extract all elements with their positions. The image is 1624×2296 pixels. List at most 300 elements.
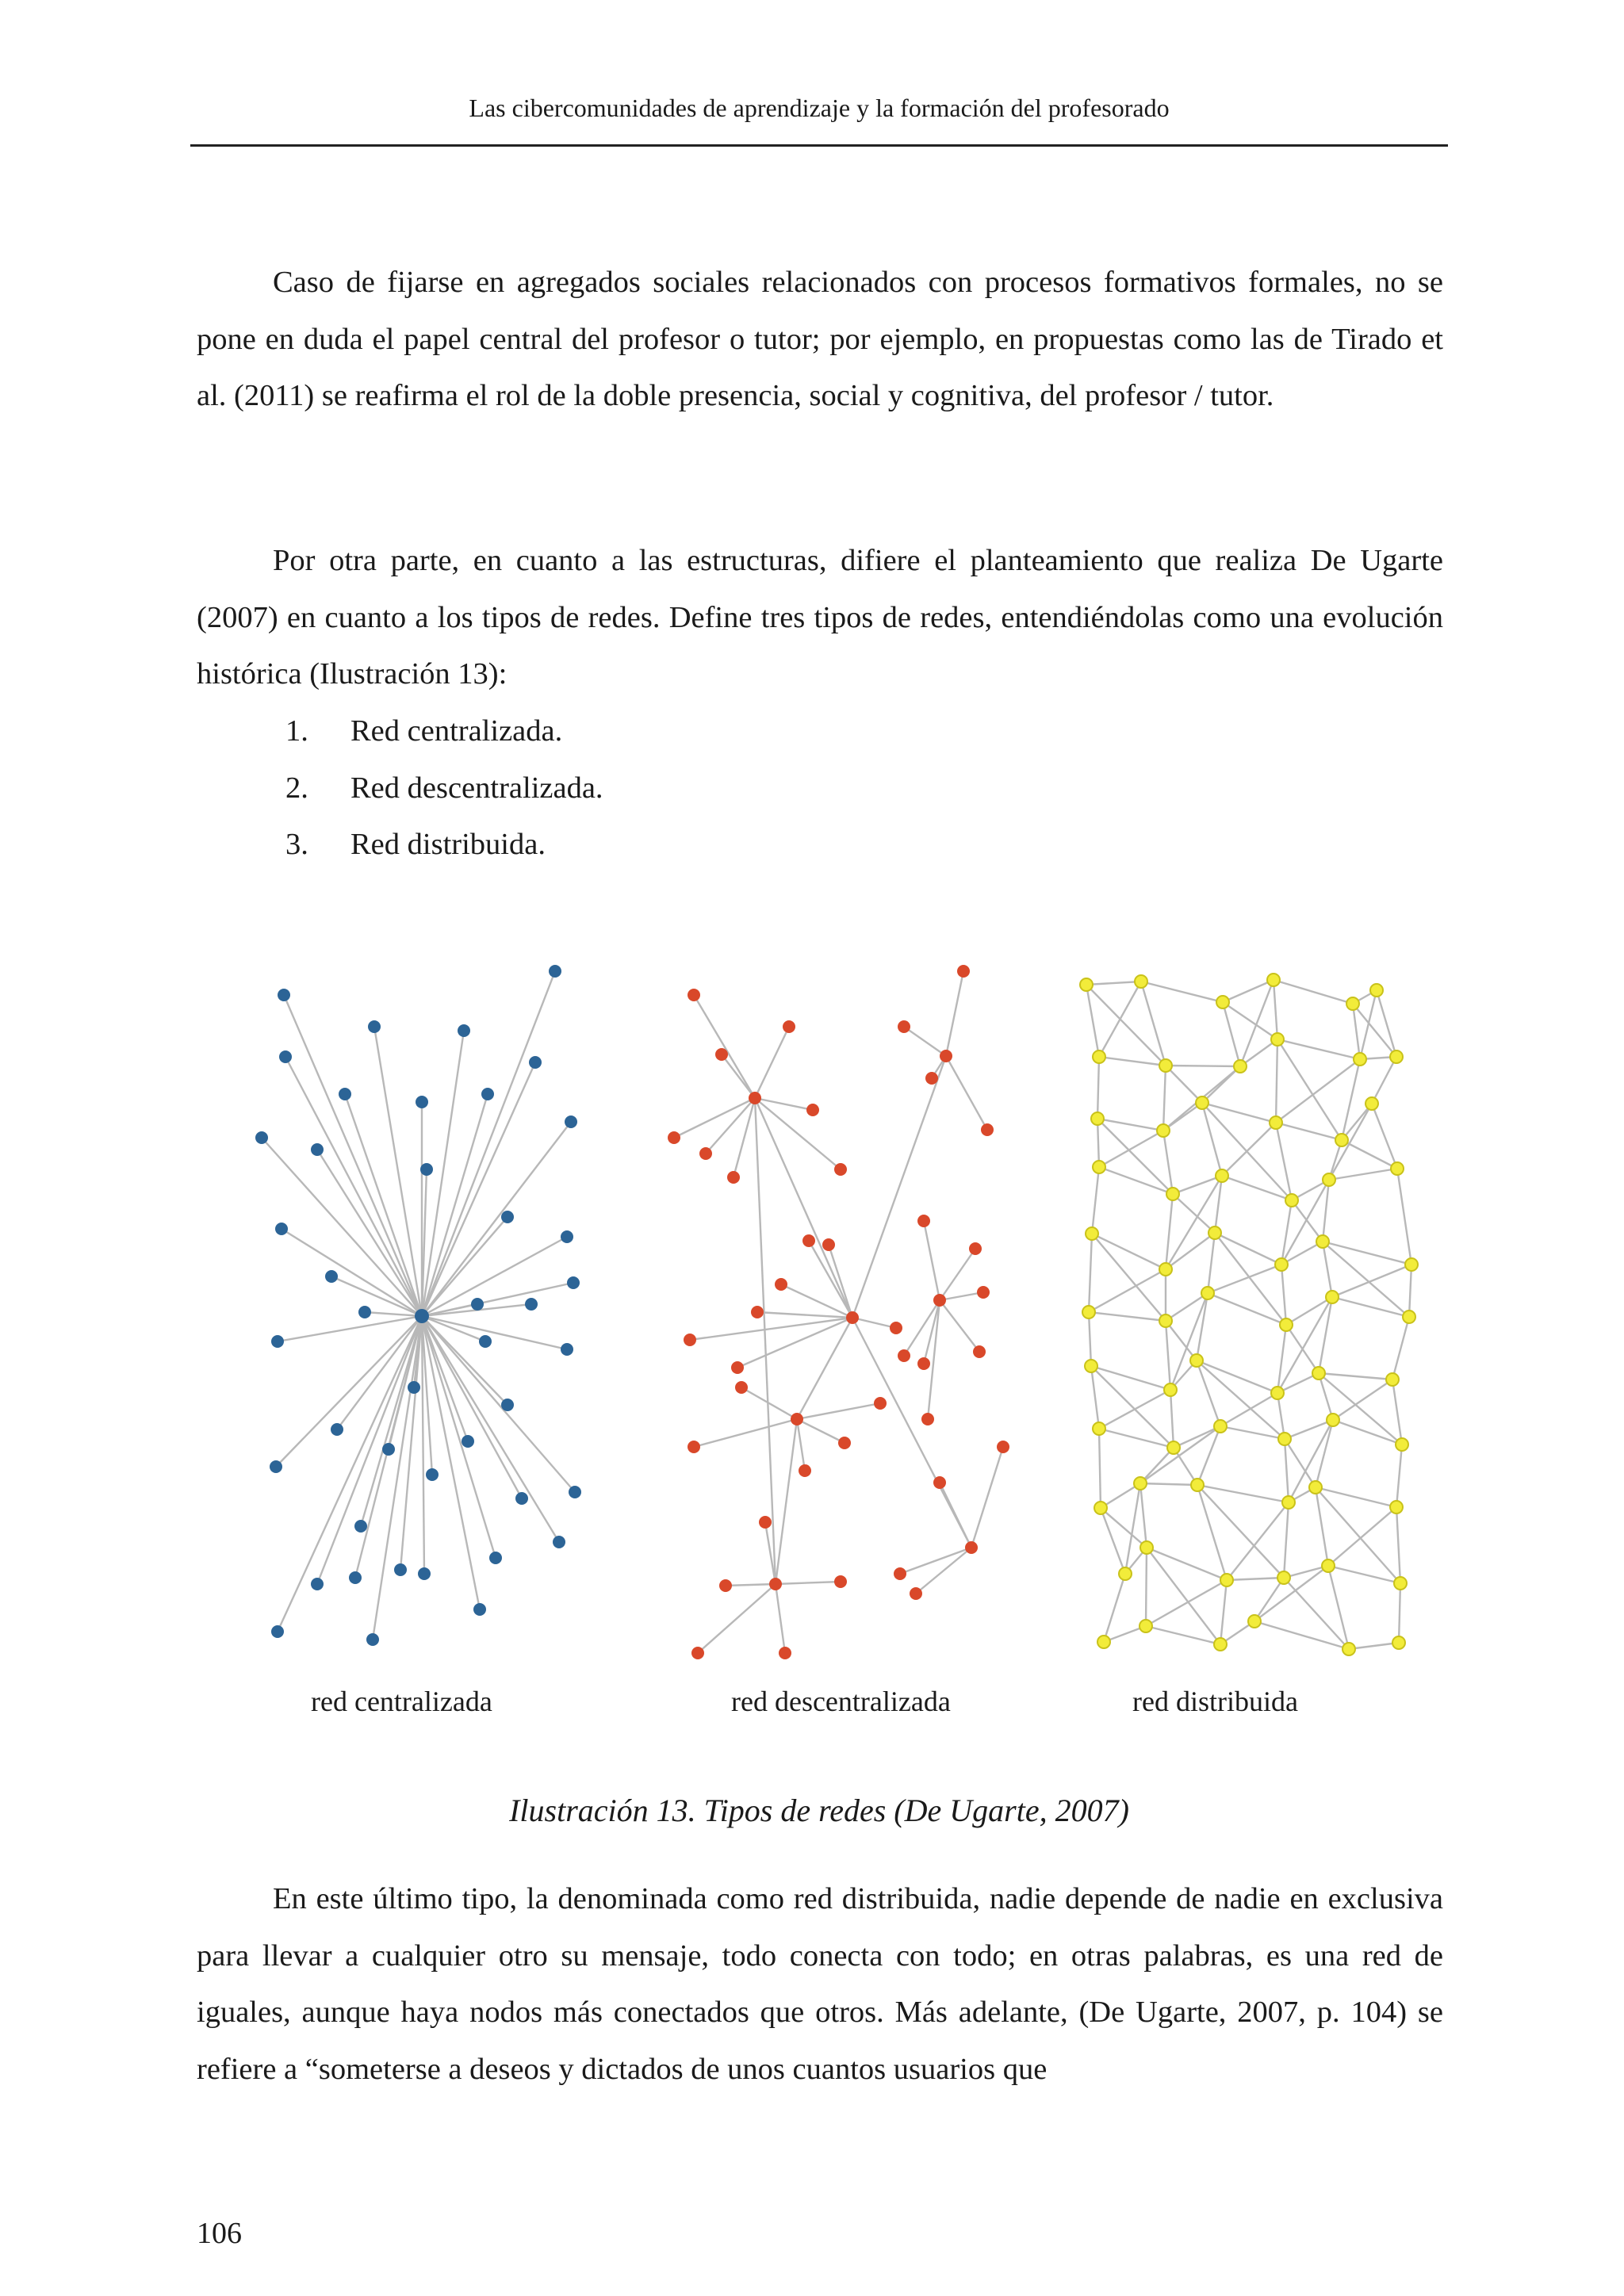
- network-node: [481, 1088, 494, 1100]
- network-edge: [1392, 1380, 1402, 1445]
- network-node: [525, 1298, 538, 1311]
- network-node: [715, 1048, 728, 1061]
- network-edge: [1099, 1429, 1174, 1448]
- network-node: [1394, 1577, 1407, 1590]
- network-edge: [422, 1237, 567, 1316]
- network-node: [838, 1437, 851, 1449]
- network-edge: [1170, 1390, 1174, 1448]
- network-edge: [1276, 1123, 1292, 1200]
- network-edge: [422, 1316, 567, 1349]
- network-node: [1220, 1574, 1233, 1586]
- network-edge: [1349, 1643, 1399, 1649]
- network-node: [834, 1575, 847, 1588]
- network-edge: [1086, 982, 1141, 985]
- network-node: [270, 1460, 282, 1473]
- network-node: [751, 1306, 764, 1318]
- network-node: [416, 1096, 428, 1108]
- network-node: [1309, 1481, 1322, 1494]
- network-node: [981, 1123, 994, 1136]
- network-edge: [755, 1027, 789, 1098]
- network-edge: [1099, 1429, 1101, 1508]
- network-edge: [1197, 1293, 1208, 1360]
- network-node: [1278, 1433, 1291, 1445]
- network-node: [529, 1056, 542, 1069]
- network-node: [1091, 1112, 1104, 1125]
- network-edge: [1292, 1200, 1323, 1242]
- network-edge: [1284, 1502, 1289, 1578]
- network-node: [1159, 1059, 1172, 1072]
- network-node: [1335, 1134, 1348, 1146]
- network-node: [501, 1399, 514, 1411]
- network-node: [749, 1092, 761, 1104]
- network-edge: [1227, 1578, 1284, 1580]
- network-edge: [1328, 1566, 1400, 1583]
- network-edge: [940, 1483, 971, 1548]
- network-node: [921, 1413, 934, 1425]
- network-edge: [1332, 1265, 1411, 1297]
- network-node: [769, 1578, 782, 1590]
- network-edge: [694, 1419, 797, 1447]
- network-node: [354, 1520, 367, 1533]
- network-node: [1370, 984, 1383, 997]
- network-node: [561, 1343, 573, 1356]
- distributed-network: [1080, 974, 1418, 1655]
- network-node: [910, 1587, 922, 1600]
- network-node: [561, 1230, 573, 1243]
- network-edge: [1222, 1123, 1276, 1176]
- network-node: [799, 1464, 811, 1477]
- network-types-list: [285, 703, 603, 874]
- network-edge: [1104, 1574, 1125, 1642]
- network-node: [802, 1234, 815, 1247]
- network-node: [271, 1335, 284, 1348]
- network-node: [1275, 1258, 1288, 1271]
- network-node: [1214, 1420, 1227, 1433]
- network-edge: [1197, 1360, 1277, 1393]
- network-edge: [726, 1584, 776, 1586]
- network-edge: [1099, 1057, 1166, 1066]
- centralized-network: [255, 965, 581, 1646]
- network-node: [366, 1633, 379, 1646]
- network-node: [1270, 1116, 1282, 1129]
- network-edge: [1166, 1321, 1170, 1390]
- network-edge: [1333, 1380, 1392, 1420]
- network-node: [890, 1322, 902, 1334]
- label-distributed: red distribuida: [1132, 1686, 1298, 1717]
- list-item: 3. Red distribuida.: [285, 828, 546, 861]
- network-edge: [1277, 1325, 1286, 1393]
- network-edge: [776, 1584, 785, 1653]
- network-node: [1271, 1033, 1284, 1046]
- network-node: [415, 1309, 429, 1323]
- network-edge: [946, 971, 963, 1056]
- network-edge: [1097, 1119, 1099, 1167]
- network-edge: [1089, 1234, 1092, 1312]
- network-edge: [852, 1318, 896, 1328]
- list-item: 2. Red descentralizada.: [285, 771, 603, 805]
- network-edge: [317, 1316, 422, 1584]
- network-edge: [694, 995, 755, 1098]
- network-edge: [1396, 1445, 1402, 1507]
- network-node: [1216, 1169, 1228, 1182]
- network-edge: [1140, 1483, 1197, 1485]
- network-node: [1271, 1387, 1284, 1399]
- network-node: [668, 1131, 680, 1144]
- network-node: [1085, 1360, 1097, 1372]
- network-node: [1157, 1124, 1170, 1137]
- network-node: [1214, 1638, 1227, 1651]
- network-node: [1405, 1258, 1418, 1271]
- network-types-figure: [238, 951, 1443, 1665]
- network-node: [368, 1020, 381, 1033]
- network-node: [1166, 1188, 1179, 1200]
- network-edge: [797, 1403, 880, 1419]
- network-node: [783, 1020, 795, 1033]
- network-node: [349, 1571, 362, 1584]
- network-edge: [1099, 1131, 1163, 1167]
- network-edge: [317, 1150, 422, 1316]
- network-node: [969, 1242, 982, 1255]
- network-node: [255, 1131, 268, 1144]
- network-edge: [1125, 1483, 1140, 1574]
- network-node: [1326, 1291, 1339, 1303]
- network-edge: [971, 1447, 1003, 1548]
- network-edge: [1091, 1366, 1099, 1429]
- network-node: [1403, 1311, 1415, 1323]
- network-edge: [1316, 1487, 1396, 1507]
- network-node: [1164, 1383, 1177, 1396]
- network-edge: [674, 1098, 755, 1138]
- network-edge: [1166, 1233, 1215, 1269]
- network-node: [565, 1115, 577, 1128]
- network-edge: [1277, 1039, 1360, 1059]
- network-node: [1234, 1060, 1247, 1073]
- network-edge: [1409, 1265, 1411, 1317]
- network-edge: [755, 1098, 852, 1318]
- network-node: [731, 1361, 744, 1374]
- network-node: [846, 1311, 859, 1324]
- network-edge: [1099, 1390, 1170, 1429]
- network-node: [1396, 1438, 1408, 1451]
- network-node: [501, 1211, 514, 1223]
- network-edge: [797, 1318, 852, 1419]
- network-node: [1159, 1314, 1172, 1327]
- network-edge: [1140, 1448, 1174, 1483]
- network-node: [822, 1238, 835, 1251]
- network-diagrams: [238, 951, 1443, 1665]
- network-node: [1354, 1053, 1366, 1066]
- paragraph-2-text: Por otra parte, en cuanto a las estructuras, difiere el planteamiento que realiza De Ugarte (2007) en cuanto a los tipos de redes. Define tres tipos de redes, entendiéndolas como una evolución histórica (Ilustración 13):: [197, 544, 1443, 691]
- network-edge: [1097, 1057, 1099, 1119]
- network-node: [917, 1357, 930, 1370]
- network-node: [426, 1468, 439, 1481]
- network-node: [275, 1223, 288, 1235]
- network-edge: [722, 1054, 755, 1098]
- network-node: [1277, 1571, 1290, 1584]
- network-node: [515, 1492, 528, 1505]
- network-node: [394, 1563, 407, 1576]
- network-node: [1365, 1097, 1378, 1110]
- network-edge: [776, 1419, 797, 1584]
- network-node: [940, 1050, 952, 1062]
- network-node: [1346, 997, 1359, 1010]
- network-edge: [422, 1094, 488, 1316]
- network-node: [1280, 1318, 1293, 1331]
- paragraph-2: [197, 533, 1443, 703]
- network-edge: [757, 1312, 852, 1318]
- network-node: [806, 1104, 819, 1116]
- network-node: [1097, 1636, 1110, 1648]
- network-node: [1391, 1162, 1404, 1175]
- network-node: [925, 1072, 938, 1085]
- network-edge: [1099, 982, 1141, 1057]
- network-edge: [904, 1027, 946, 1056]
- network-edge: [1329, 1169, 1397, 1180]
- network-node: [1248, 1615, 1261, 1628]
- network-node: [553, 1536, 565, 1548]
- network-edge: [940, 1249, 975, 1300]
- network-edge: [755, 1098, 776, 1584]
- network-node: [684, 1334, 696, 1346]
- paragraph-1: [197, 254, 1443, 425]
- network-node: [1086, 1227, 1098, 1240]
- network-node: [894, 1567, 906, 1580]
- network-node: [977, 1286, 990, 1299]
- network-node: [569, 1486, 581, 1498]
- network-node: [1139, 1620, 1152, 1632]
- network-node: [1327, 1414, 1339, 1426]
- label-centralized: red centralizada: [311, 1686, 492, 1717]
- network-edge: [422, 971, 555, 1316]
- network-edge: [282, 1229, 422, 1316]
- network-edge: [1208, 1265, 1281, 1293]
- network-node: [1392, 1636, 1405, 1649]
- network-edge: [1197, 1485, 1227, 1580]
- network-node: [279, 1050, 292, 1063]
- decentralized-network: [668, 965, 1009, 1659]
- network-node: [1134, 1477, 1147, 1490]
- network-edge: [1099, 1167, 1173, 1194]
- network-edge: [1316, 1420, 1333, 1487]
- network-node: [1201, 1287, 1214, 1299]
- network-edge: [1163, 1131, 1173, 1194]
- network-node: [462, 1435, 474, 1448]
- network-edge: [1328, 1507, 1396, 1566]
- network-node: [727, 1171, 740, 1184]
- network-node: [271, 1625, 284, 1638]
- network-node: [1267, 974, 1280, 986]
- network-edge: [755, 1098, 813, 1110]
- network-node: [1167, 1441, 1180, 1454]
- network-node: [458, 1024, 470, 1037]
- network-edge: [1392, 1317, 1409, 1380]
- network-node: [1080, 978, 1093, 991]
- network-edge: [1377, 990, 1396, 1057]
- network-edge: [422, 1316, 559, 1542]
- network-node: [691, 1647, 704, 1659]
- network-node: [1342, 1643, 1355, 1655]
- network-node: [779, 1647, 791, 1659]
- network-node: [489, 1552, 502, 1564]
- paragraph-3: [197, 1871, 1443, 2098]
- network-node: [1208, 1226, 1221, 1239]
- network-edge: [1208, 1233, 1215, 1293]
- network-edge: [1141, 982, 1223, 1002]
- network-node: [933, 1476, 946, 1489]
- network-edge: [1173, 1176, 1222, 1194]
- network-node: [759, 1516, 772, 1529]
- network-node: [418, 1567, 431, 1580]
- network-node: [339, 1088, 351, 1100]
- network-node: [965, 1541, 978, 1554]
- network-node: [933, 1294, 946, 1307]
- network-node: [1285, 1194, 1298, 1207]
- network-node: [997, 1441, 1009, 1453]
- network-edge: [1092, 1234, 1166, 1321]
- page-number: 106: [197, 2217, 242, 2250]
- network-edge: [1220, 1393, 1277, 1426]
- network-node: [1390, 1501, 1403, 1513]
- network-edge: [1281, 1265, 1286, 1325]
- running-header: Las cibercomunidades de aprendizaje y la formación del profesorado: [469, 94, 1170, 122]
- network-node: [1140, 1541, 1153, 1554]
- network-edge: [940, 1300, 979, 1352]
- network-node: [688, 1441, 700, 1453]
- network-node: [1093, 1422, 1105, 1435]
- network-edge: [940, 1292, 983, 1300]
- network-node: [479, 1335, 492, 1348]
- network-edge: [916, 1548, 971, 1594]
- network-edge: [422, 1316, 496, 1558]
- network-edge: [1220, 1580, 1227, 1644]
- network-edge: [1397, 1169, 1411, 1265]
- network-edge: [1333, 1420, 1402, 1445]
- label-decentralized: red descentralizada: [731, 1686, 951, 1717]
- network-node: [1094, 1502, 1107, 1514]
- network-edge: [781, 1284, 852, 1318]
- network-node: [471, 1298, 484, 1311]
- network-node: [735, 1381, 748, 1394]
- header-rule: [190, 144, 1448, 147]
- network-node: [311, 1578, 324, 1590]
- network-node: [1119, 1567, 1132, 1580]
- network-node: [567, 1276, 580, 1289]
- network-node: [1082, 1306, 1095, 1318]
- network-edge: [337, 1316, 422, 1429]
- network-edge: [1274, 980, 1277, 1039]
- network-node: [957, 965, 970, 978]
- network-edge: [1319, 1373, 1392, 1380]
- network-node: [1390, 1050, 1403, 1063]
- network-node: [898, 1020, 910, 1033]
- network-edge: [1166, 1321, 1197, 1360]
- network-node: [408, 1381, 420, 1394]
- network-node: [834, 1163, 847, 1176]
- network-edge: [1163, 1103, 1202, 1131]
- network-node: [1135, 975, 1147, 988]
- network-node: [311, 1143, 324, 1156]
- network-edge: [924, 1221, 940, 1300]
- network-node: [1159, 1263, 1172, 1276]
- network-edge: [1092, 1234, 1166, 1269]
- network-edge: [1254, 1621, 1349, 1649]
- network-node: [898, 1349, 910, 1362]
- network-node: [1312, 1367, 1325, 1380]
- network-node: [331, 1423, 343, 1436]
- network-node: [1196, 1096, 1208, 1109]
- network-node: [874, 1397, 887, 1410]
- network-edge: [1166, 1066, 1202, 1103]
- network-edge: [422, 1316, 575, 1492]
- network-node: [791, 1413, 803, 1425]
- network-edge: [278, 1316, 422, 1632]
- network-node: [1323, 1173, 1335, 1186]
- network-node: [278, 989, 290, 1001]
- network-edge: [1227, 1502, 1289, 1580]
- network-node: [473, 1603, 486, 1616]
- network-edge: [1285, 1420, 1333, 1439]
- network-edge: [1163, 1066, 1166, 1131]
- network-edge: [284, 995, 422, 1316]
- network-node: [1386, 1373, 1399, 1386]
- network-edge: [946, 1056, 987, 1130]
- paragraph-1-text: Caso de fijarse en agregados sociales relacionados con procesos formativos formales, no se pone en duda el papel central del profesor o tutor; por ejemplo, en propuestas como las de Tirado et al. (2011) se reafirma el rol de la doble presencia, social y cognitiva, del profesor / tutor.: [197, 266, 1443, 412]
- network-node: [1093, 1161, 1105, 1173]
- network-edge: [776, 1582, 841, 1584]
- network-node: [1316, 1235, 1329, 1248]
- figure-caption: Ilustración 13. Tipos de redes (De Ugarte, 2007): [509, 1793, 1129, 1828]
- network-edge: [1323, 1242, 1332, 1297]
- network-edge: [1202, 1103, 1276, 1123]
- network-node: [1216, 996, 1229, 1008]
- network-edge: [1220, 1426, 1285, 1439]
- network-node: [420, 1163, 433, 1176]
- network-edge: [1285, 1439, 1289, 1502]
- network-edge: [1146, 1548, 1147, 1626]
- network-edge: [755, 1098, 841, 1169]
- network-node: [688, 989, 700, 1001]
- network-edge: [1342, 1140, 1397, 1169]
- network-edge: [1089, 1312, 1166, 1321]
- network-edge: [1399, 1583, 1400, 1643]
- network-edge: [1146, 1580, 1227, 1626]
- network-node: [775, 1278, 787, 1291]
- network-edge: [1274, 980, 1353, 1004]
- network-edge: [928, 1300, 940, 1419]
- network-node: [1191, 1479, 1204, 1491]
- network-edge: [1372, 1057, 1396, 1104]
- network-edge: [852, 1056, 946, 1318]
- network-edge: [698, 1584, 776, 1653]
- network-edge: [1360, 990, 1377, 1059]
- network-node: [1190, 1354, 1203, 1367]
- network-node: [382, 1443, 395, 1456]
- network-edge: [1092, 1167, 1099, 1234]
- network-edge: [1372, 1104, 1397, 1169]
- list-item: 1. Red centralizada.: [285, 714, 563, 748]
- network-edge: [797, 1419, 805, 1471]
- network-node: [325, 1270, 338, 1283]
- network-node: [358, 1306, 371, 1318]
- network-edge: [1276, 1039, 1277, 1123]
- network-node: [917, 1215, 930, 1227]
- network-node: [1093, 1050, 1105, 1063]
- network-node: [699, 1147, 712, 1160]
- network-edge: [1140, 1483, 1147, 1548]
- paragraph-3-text: En este último tipo, la denominada como red distribuida, nadie depende de nadie en exclusiva para llevar a cualquier otro su mensaje, todo conecta con todo; en otras palabras, es una red de iguales, aunque haya nodos más conectados que otros. Más adelante, (De Ugarte, 2007, p. 104) se refiere a “someterse a deseos y dictados de unos cuantos usuarios que: [197, 1882, 1443, 2086]
- network-edge: [797, 1419, 845, 1443]
- network-node: [1282, 1496, 1295, 1509]
